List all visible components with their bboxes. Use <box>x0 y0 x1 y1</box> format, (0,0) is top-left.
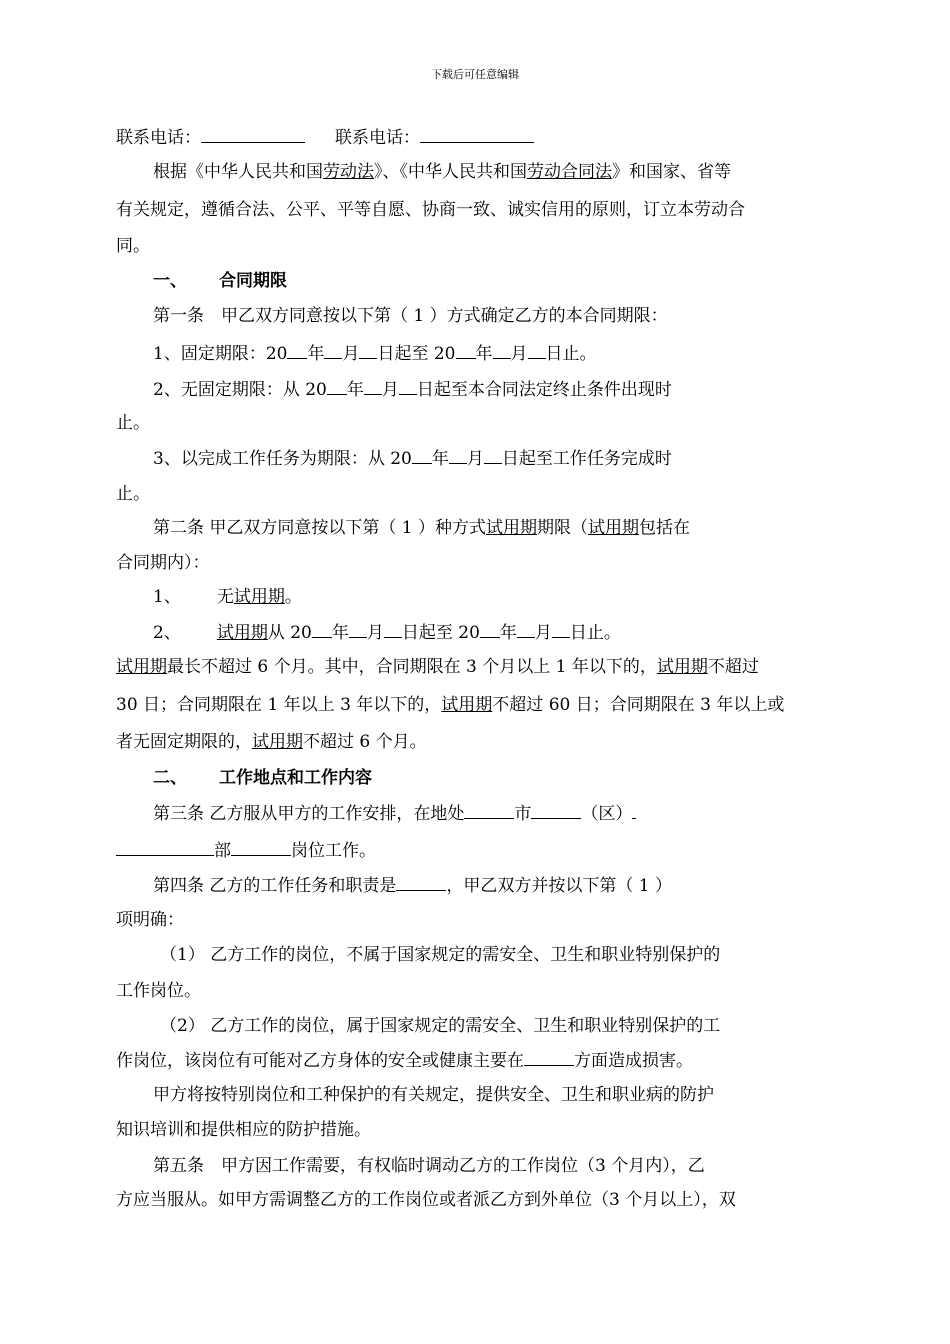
article-5-cont: 方应当服从。如甲方需调整乙方的工作岗位或者派乙方到外单位（3 个月以上），双 <box>116 1190 736 1210</box>
text: 不超过 6 个月。 <box>303 732 427 752</box>
text: 者无固定期限的， <box>116 732 252 752</box>
text: 年 <box>307 344 325 364</box>
law-link-contract: 劳动合同法 <box>527 162 612 182</box>
intro-text: 根据《中华人民共和国 <box>153 162 323 182</box>
blank <box>464 802 514 819</box>
text: 不超过 60 日；合同期限在 3 年以上或 <box>492 695 785 715</box>
article-3 <box>153 802 950 825</box>
text: 作岗位，该岗位有可能对乙方身体的安全或健康主要在 <box>116 1051 524 1071</box>
blank <box>531 802 581 819</box>
probation-term: 试用期 <box>216 623 268 643</box>
intro-line-2: 有关规定，遵循合法、公平、平等自愿、协商一致、诚实信用的原则，订立本劳动合 <box>116 200 745 220</box>
probation-term: 试用期 <box>656 657 708 677</box>
blank <box>116 839 214 856</box>
blank <box>412 447 432 464</box>
blank <box>552 621 570 638</box>
probation-term: 试用期 <box>588 518 640 538</box>
term-task <box>153 447 950 470</box>
intro-text: 》和国家、省等 <box>612 162 731 182</box>
text: （区） <box>581 804 633 824</box>
contact-line <box>116 126 950 149</box>
term-open-end: 止。 <box>116 413 150 433</box>
text: 30 日；合同期限在 1 年以上 3 年以下的， <box>116 695 442 715</box>
probation-rule-1 <box>116 656 950 678</box>
blank <box>524 1049 574 1066</box>
term-fixed <box>153 342 950 365</box>
duty-item-2: （2） 乙方工作的岗位，属于国家规定的需安全、卫生和职业特别保护的工 <box>160 1016 721 1036</box>
text: 日起至 20 <box>401 623 480 643</box>
text: 月 <box>366 623 384 643</box>
protection-para-end: 知识培训和提供相应的防护措施。 <box>116 1120 371 1140</box>
blank <box>384 621 402 638</box>
section-number: 一、 <box>153 271 187 291</box>
blank <box>480 621 500 638</box>
section-heading-1 <box>153 270 950 292</box>
blank <box>359 342 377 359</box>
intro-line-1 <box>153 161 950 183</box>
blank <box>456 342 476 359</box>
law-link-labor: 劳动法 <box>323 162 374 182</box>
duty-item-2-cont <box>116 1049 950 1072</box>
article-4 <box>153 874 950 897</box>
blank <box>327 378 347 395</box>
blank <box>324 342 342 359</box>
article-1: 第一条 甲乙双方同意按以下第（ 1 ）方式确定乙方的本合同期限： <box>153 306 668 326</box>
probation-rule-3 <box>116 731 950 753</box>
section-number: 二、 <box>153 768 187 788</box>
text: 月 <box>534 623 552 643</box>
blank <box>231 839 291 856</box>
article-3-cont <box>116 839 950 862</box>
text: 2、无固定期限：从 20 <box>153 380 327 400</box>
probation-option-1 <box>153 586 950 608</box>
text: 方面造成损害。 <box>574 1051 693 1071</box>
blank <box>396 874 446 891</box>
protection-para: 甲方将按特别岗位和工种保护的有关规定，提供安全、卫生和职业病的防护 <box>153 1085 714 1105</box>
probation-term: 试用期 <box>116 657 167 677</box>
text: 第三条 乙方服从甲方的工作安排，在地处 <box>153 804 465 824</box>
blank <box>493 342 511 359</box>
contact-label-b: 联系电话： <box>335 128 420 148</box>
list-number: 2、 <box>153 623 181 643</box>
text: 第二条 甲乙双方同意按以下第（ 1 ）种方式 <box>153 518 487 538</box>
text: 月 <box>466 449 484 469</box>
text: 市 <box>514 804 532 824</box>
list-number: 1、 <box>153 587 181 607</box>
probation-rule-2 <box>116 694 950 716</box>
probation-option-2 <box>153 621 950 644</box>
section-title: 工作地点和工作内容 <box>219 768 372 788</box>
text: 日止。 <box>569 623 621 643</box>
text: 年 <box>499 623 517 643</box>
text: 月 <box>381 380 399 400</box>
section-heading-2 <box>153 767 950 789</box>
text: 。 <box>284 587 302 607</box>
text: 日起至 20 <box>377 344 456 364</box>
text: 年 <box>346 380 364 400</box>
text: 包括在 <box>639 518 691 538</box>
probation-term: 试用期 <box>441 695 493 715</box>
term-task-end: 止。 <box>116 484 150 504</box>
text: 年 <box>331 623 349 643</box>
probation-term: 试用期 <box>233 587 285 607</box>
text: 不超过 <box>707 657 759 677</box>
blank <box>449 447 467 464</box>
duty-item-1-end: 工作岗位。 <box>116 981 201 1001</box>
section-title: 合同期限 <box>219 271 287 291</box>
text: 月 <box>342 344 360 364</box>
article-2 <box>153 517 950 539</box>
text: 年 <box>475 344 493 364</box>
text: 年 <box>431 449 449 469</box>
text: 部 <box>214 841 231 861</box>
blank <box>632 802 636 819</box>
text: 第四条 乙方的工作任务和职责是 <box>153 876 397 896</box>
text: ，甲乙双方并按以下第（ 1 ） <box>446 876 673 896</box>
probation-term: 试用期 <box>486 518 538 538</box>
term-open <box>153 378 950 401</box>
blank <box>287 342 307 359</box>
probation-term: 试用期 <box>252 732 303 752</box>
contact-blank-a <box>201 126 305 143</box>
blank <box>364 378 382 395</box>
blank <box>399 378 417 395</box>
text: 无 <box>216 587 234 607</box>
text: 日起至工作任务完成时 <box>501 449 672 469</box>
contact-label-a: 联系电话： <box>116 128 201 148</box>
blank <box>517 621 535 638</box>
intro-line-3: 同。 <box>116 236 150 256</box>
text: 期限（ <box>537 518 589 538</box>
page-header-note: 下载后可任意编辑 <box>431 68 519 81</box>
contact-blank-b <box>420 126 534 143</box>
text: 月 <box>510 344 528 364</box>
text: 日止。 <box>545 344 597 364</box>
blank <box>349 621 367 638</box>
article-2-end: 合同期内）： <box>116 553 210 573</box>
text: 最长不超过 6 个月。其中，合同期限在 3 个月以上 1 年以下的， <box>167 657 657 677</box>
intro-text: 》、《中华人民共和国 <box>374 162 527 182</box>
article-5: 第五条 甲方因工作需要，有权临时调动乙方的工作岗位（3 个月内），乙 <box>153 1156 705 1176</box>
text: 日起至本合同法定终止条件出现时 <box>416 380 672 400</box>
blank <box>528 342 546 359</box>
duty-item-1: （1） 乙方工作的岗位，不属于国家规定的需安全、卫生和职业特别保护的 <box>160 945 721 965</box>
blank <box>484 447 502 464</box>
text: 3、以完成工作任务为期限：从 20 <box>153 449 412 469</box>
blank <box>312 621 332 638</box>
article-4-end: 项明确： <box>116 910 184 930</box>
text: 1、固定期限：20 <box>153 344 288 364</box>
text: 岗位工作。 <box>291 841 376 861</box>
text: 从 20 <box>267 623 312 643</box>
